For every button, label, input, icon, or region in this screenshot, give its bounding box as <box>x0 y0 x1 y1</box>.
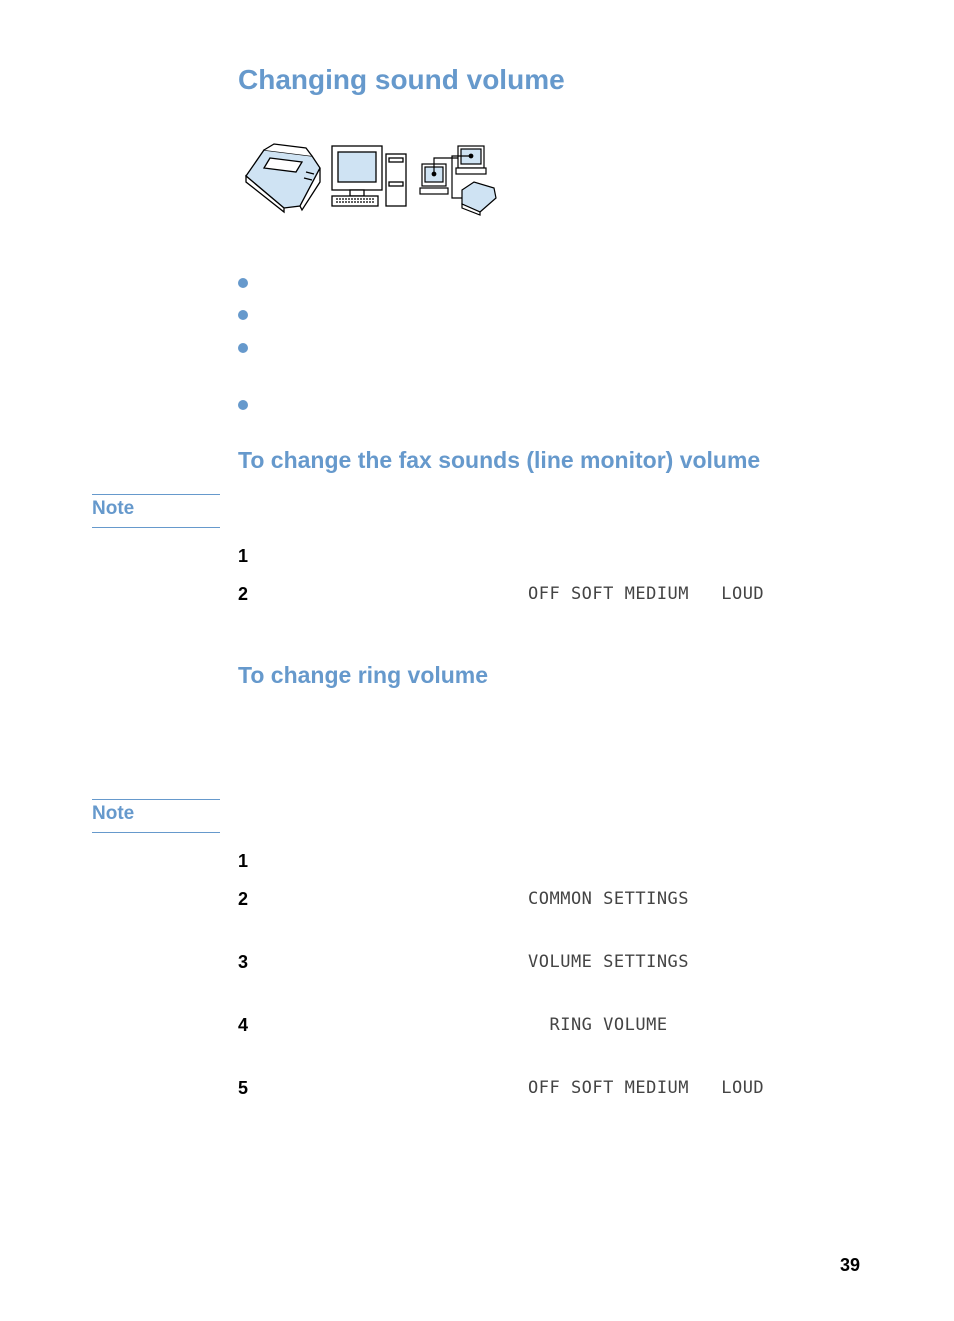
page-title: Changing sound volume <box>238 64 565 95</box>
step-number: 1 <box>238 546 249 566</box>
step-number: 1 <box>238 851 249 871</box>
note-label: Note <box>92 803 135 824</box>
lcd-display-text: OFF SOFT MEDIUM LOUD <box>528 584 765 604</box>
note-box-1 <box>92 494 220 528</box>
step-number: 5 <box>238 1078 249 1098</box>
bullet-2 <box>238 310 248 320</box>
lcd-display-text: VOLUME SETTINGS <box>528 952 690 972</box>
lcd-display-text: OFF SOFT MEDIUM LOUD <box>528 1078 765 1098</box>
bullet-1 <box>238 278 248 288</box>
section-heading-ring-volume: To change ring volume <box>238 662 489 688</box>
computer-icon <box>332 146 406 206</box>
step-number: 2 <box>238 584 249 604</box>
bullet-3 <box>238 343 248 353</box>
lcd-display-text: COMMON SETTINGS <box>528 889 690 909</box>
lcd-display-text: RING VOLUME <box>528 1015 668 1035</box>
bullet-4 <box>238 400 248 410</box>
note-box-2 <box>92 799 220 833</box>
product-illustration <box>240 138 502 216</box>
note-label: Note <box>92 498 135 519</box>
step-number: 2 <box>238 889 249 909</box>
section-heading-line-monitor: To change the fax sounds (line monitor) volume <box>238 447 761 473</box>
network-icon <box>420 146 496 215</box>
step-number: 3 <box>238 952 249 972</box>
step-number: 4 <box>238 1015 249 1035</box>
fax-machine-icon <box>246 144 320 212</box>
page-number: 39 <box>840 1255 861 1275</box>
